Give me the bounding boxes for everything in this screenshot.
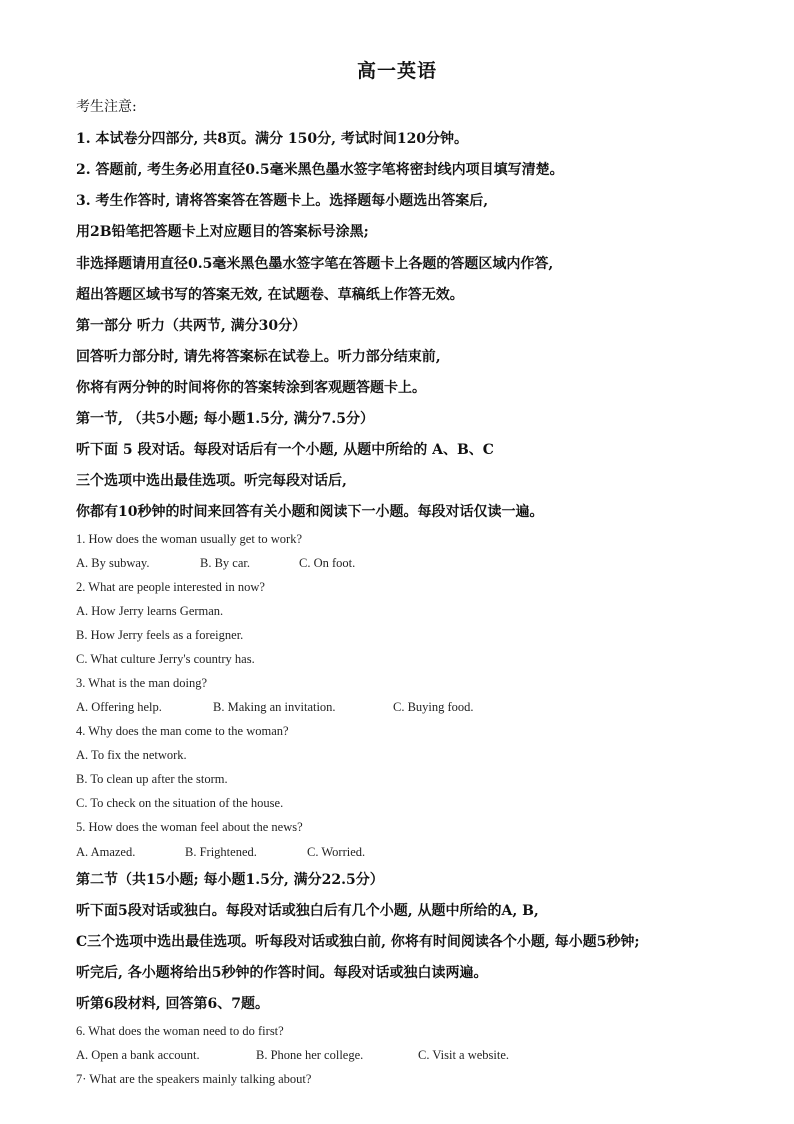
notice-line-4: 用2B铅笔把答题卡上对应题目的答案标号涂黑; (76, 224, 369, 240)
question-5-options (76, 845, 365, 860)
section1-heading: 第一节, （共5小题; 每小题1.5分, 满分7.5分） (76, 411, 374, 427)
part1-intro-2: 你将有两分钟的时间将你的答案转涂到客观题答题卡上。 (76, 380, 426, 396)
notice-heading: 考生注意: (76, 99, 137, 115)
option-4a[interactable]: A. To fix the network. (76, 748, 187, 762)
option-3b[interactable]: B. Making an invitation. (213, 700, 336, 714)
option-1b[interactable]: B. By car. (200, 556, 250, 570)
page-title: 高一英语 (356, 60, 437, 82)
question-3-options (76, 700, 474, 715)
section1-intro-3: 你都有10秒钟的时间来回答有关小题和阅读下一小题。每段对话仅读一遍。 (76, 504, 544, 520)
option-6b[interactable]: B. Phone her college. (256, 1048, 364, 1062)
section2-intro-2: C三个选项中选出最佳选项。听每段对话或独白前, 你将有时间阅读各个小题, 每小题5秒钟; (76, 934, 640, 950)
section2-intro-1: 听下面5段对话或独白。每段对话或独白后有几个小题, 从题中所给的A, B, (76, 903, 539, 919)
option-3a[interactable]: A. Offering help. (76, 700, 162, 714)
part1-intro-1: 回答听力部分时, 请先将答案标在试卷上。听力部分结束前, (76, 349, 441, 365)
question-2: 2. What are people interested in now? (76, 580, 265, 594)
option-3c[interactable]: C. Buying food. (393, 700, 474, 714)
option-2b[interactable]: B. How Jerry feels as a foreigner. (76, 628, 244, 642)
option-6c[interactable]: C. Visit a website. (418, 1048, 510, 1062)
option-1c[interactable]: C. On foot. (299, 556, 356, 570)
section2-heading: 第二节（共15小题; 每小题1.5分, 满分22.5分） (76, 872, 384, 888)
option-2a[interactable]: A. How Jerry learns German. (76, 604, 224, 618)
option-2c[interactable]: C. What culture Jerry's country has. (76, 652, 255, 666)
section1-intro-2: 三个选项中选出最佳选项。听完每段对话后, (76, 473, 347, 489)
question-7: 7· What are the speakers mainly talking about? (76, 1072, 312, 1086)
section2-intro-3: 听完后, 各小题将给出5秒钟的作答时间。每段对话或独白读两遍。 (76, 965, 488, 981)
notice-line-6: 超出答题区域书写的答案无效, 在试题卷、草稿纸上作答无效。 (76, 287, 464, 303)
part1-heading: 第一部分 听力（共两节, 满分30分） (76, 318, 307, 334)
notice-line-1: 1. 本试卷分四部分, 共8页。满分 150分, 考试时间120分钟。 (76, 131, 469, 147)
material-6-heading: 听第6段材料, 回答第6、7题。 (76, 996, 269, 1012)
notice-line-5: 非选择题请用直径0.5毫米黑色墨水签字笔在答题卡上各题的答题区域内作答, (76, 256, 554, 272)
question-5: 5. How does the woman feel about the news? (76, 820, 303, 834)
option-4c[interactable]: C. To check on the situation of the house. (76, 796, 284, 810)
question-6: 6. What does the woman need to do first? (76, 1024, 284, 1038)
section1-intro-1: 听下面 5 段对话。每段对话后有一个小题, 从题中所给的 A、B、C (76, 442, 494, 458)
option-5b[interactable]: B. Frightened. (185, 845, 257, 859)
notice-line-2: 2. 答题前, 考生务必用直径0.5毫米黑色墨水签字笔将密封线内项目填写清楚。 (76, 162, 564, 178)
question-3: 3. What is the man doing? (76, 676, 207, 690)
option-4b[interactable]: B. To clean up after the storm. (76, 772, 228, 786)
question-6-options (76, 1048, 509, 1063)
notice-line-3: 3. 考生作答时, 请将答案答在答题卡上。选择题每小题选出答案后, (76, 193, 489, 209)
option-5a[interactable]: A. Amazed. (76, 845, 136, 859)
option-6a[interactable]: A. Open a bank account. (76, 1048, 200, 1062)
question-4: 4. Why does the man come to the woman? (76, 724, 289, 738)
question-1-options (76, 556, 355, 571)
option-5c[interactable]: C. Worried. (307, 845, 366, 859)
question-1: 1. How does the woman usually get to work? (76, 532, 303, 546)
option-1a[interactable]: A. By subway. (76, 556, 150, 570)
